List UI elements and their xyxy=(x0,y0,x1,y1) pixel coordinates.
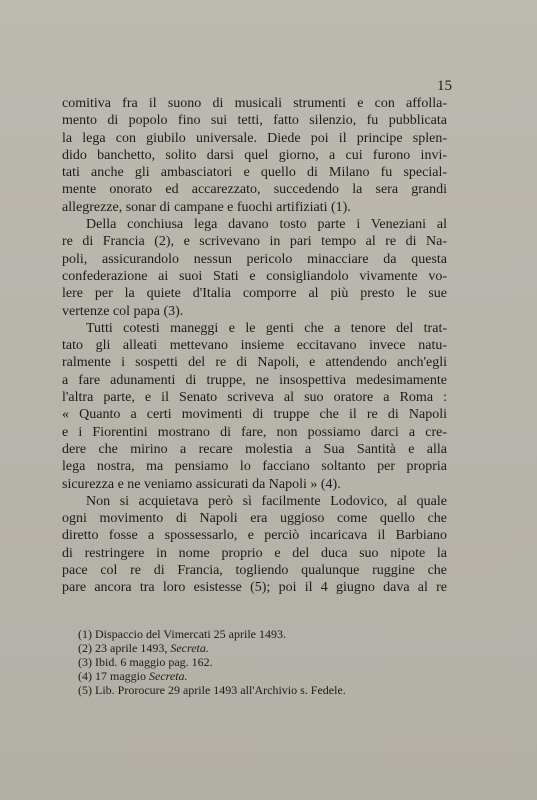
text-line: tato gli alleati mettevano insieme eccitavano invece natu- xyxy=(62,338,447,354)
text-line: diretto fosse a spossessarlo, e perciò incaricava il Barbiano xyxy=(62,528,447,544)
footnote xyxy=(78,669,408,683)
text-line: vertenze col papa (3). xyxy=(62,303,184,319)
text-line: ralmente i sospetti del re di Napoli, e attendendo anch'egli xyxy=(62,355,447,371)
footnote-text: 23 aprile 1493, xyxy=(95,641,171,655)
text-line: Della conchiusa lega davano tosto parte i Veneziani al xyxy=(86,217,447,233)
footnote xyxy=(78,655,408,669)
paragraph xyxy=(62,493,447,597)
text-line: lere per la quiete d'Italia comporre al più presto le sue xyxy=(62,286,447,302)
text-line: sicurezza e ne veniamo assicurati da Napoli » (4). xyxy=(62,476,341,492)
body-text xyxy=(62,95,447,597)
text-line: lega nostra, ma pensiamo lo facciano soltanto per propria xyxy=(62,459,447,475)
text-line: dere che mirino a recare molestia a Sua Santità e alla xyxy=(62,441,447,457)
text-line: Tutti cotesti maneggi e le genti che a tenore del trat- xyxy=(86,320,447,336)
footnote xyxy=(78,641,408,655)
text-line: mente onorato ed accarezzato, succedendo la sera grandi xyxy=(62,182,447,198)
footnote-number: (2) xyxy=(78,641,92,655)
text-line: la lega con giubilo universale. Diede poi il principe splen- xyxy=(62,130,447,146)
footnote-text: Lib. Prorocure 29 aprile 1493 all'Archivio s. Fedele. xyxy=(95,683,346,697)
text-line: comitiva fra il suono di musicali strumenti e con affolla- xyxy=(62,96,447,111)
text-line: Non si acquietava però sì facilmente Lodovico, al quale xyxy=(86,493,447,509)
footnote-number: (1) xyxy=(78,627,92,641)
footnotes xyxy=(78,627,408,697)
text-line: pare ancora tra loro esistesse (5); poi il 4 giugno dava al re xyxy=(62,580,447,596)
footnote-number: (4) xyxy=(78,669,92,683)
text-line: allegrezze, sonar di campane e fuochi artifiziati (1). xyxy=(62,199,351,215)
footnote-number: (5) xyxy=(78,683,92,697)
text-line: re di Francia (2), e scrivevano in pari tempo al re di Na- xyxy=(62,234,447,250)
page-number: 15 xyxy=(437,78,452,94)
text-line: a fare adunamenti di truppe, ne insospettiva medesimamente xyxy=(62,372,447,388)
footnote-number: (3) xyxy=(78,655,92,669)
text-line: poli, assicurandolo nessun pericolo minacciare da questa xyxy=(62,251,447,267)
footnote-text: 17 maggio xyxy=(95,669,149,683)
footnote-text: Ibid. 6 maggio pag. 162. xyxy=(95,655,213,669)
text-line: l'altra parte, e il Senato scriveva al suo oratore a Roma : xyxy=(62,390,447,406)
footnote-italic: Secreta. xyxy=(170,641,209,655)
text-line: pace col re di Francia, togliendo qualunque ruggine che xyxy=(62,563,447,579)
text-line: tati anche gli ambasciatori e quello di Milano fu special- xyxy=(62,165,447,181)
paragraph xyxy=(62,320,447,493)
text-line: dido banchetto, solito darsi quel giorno, a cui furono invi- xyxy=(62,147,447,163)
text-line: ogni movimento di Napoli era uggioso come quello che xyxy=(62,511,447,527)
text-line: mento di popolo fino sui tetti, fatto silenzio, fu pubblicata xyxy=(62,113,447,129)
paragraph xyxy=(62,95,447,216)
footnote xyxy=(78,627,408,641)
footnote xyxy=(78,683,408,697)
text-line: « Quanto a certi movimenti di truppe che il re di Napoli xyxy=(62,407,447,423)
paragraph xyxy=(62,216,447,320)
footnote-text: Dispaccio del Vimercati 25 aprile 1493. xyxy=(95,627,286,641)
text-line: e i Fiorentini mostrano di fare, non possiamo darci a cre- xyxy=(62,424,447,440)
footnote-italic: Secreta. xyxy=(149,669,188,683)
text-line: confederazione ai suoi Stati e consigliandolo vivamente vo- xyxy=(62,268,447,284)
text-line: di restringere in nome proprio e del duca suo nipote la xyxy=(62,545,447,561)
